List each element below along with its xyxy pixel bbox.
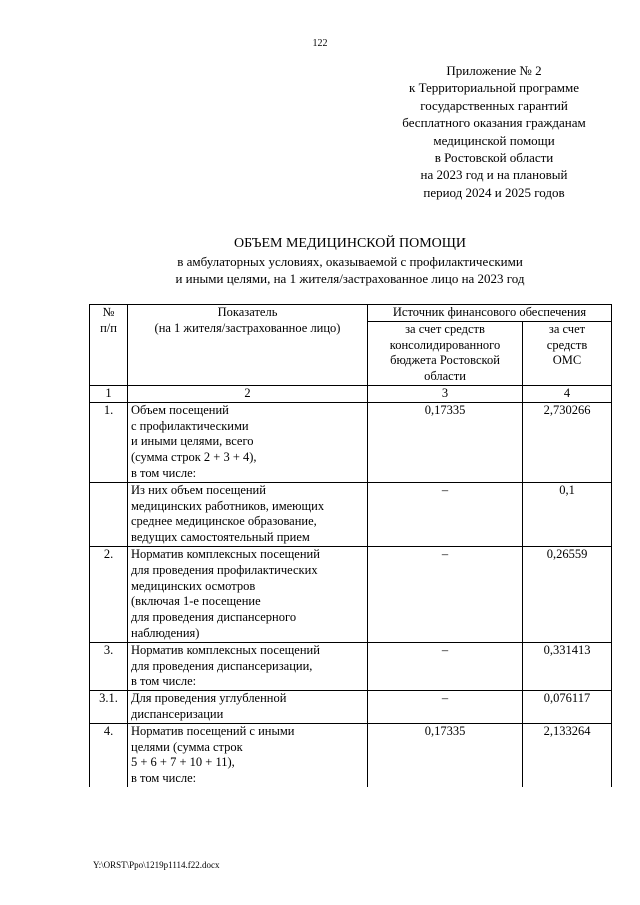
- header-number: № п/п: [90, 305, 128, 386]
- row-oms-value: 0,331413: [523, 642, 612, 690]
- header-row: [90, 305, 612, 322]
- footer-file-path: Y:\ORST\Ppo\1219p1114.f22.docx: [93, 860, 220, 870]
- row-number: 1.: [90, 402, 128, 482]
- appendix-line: бесплатного оказания гражданам: [402, 115, 586, 131]
- page-number: 122: [312, 38, 328, 49]
- column-number: 2: [128, 385, 368, 402]
- column-number: 3: [368, 385, 523, 402]
- row-indicator: Норматив посещений с иными целями (сумма строк 5 + 6 + 7 + 10 + 11), в том числе:: [128, 723, 368, 787]
- row-budget-value: –: [368, 642, 523, 690]
- table-row: [90, 402, 612, 482]
- appendix-line: Приложение № 2: [446, 63, 542, 78]
- appendix-line: в Ростовской области: [434, 150, 554, 166]
- appendix-line: к Территориальной программе: [409, 80, 579, 96]
- table-row: [90, 642, 612, 690]
- document-title: ОБЪЕМ МЕДИЦИНСКОЙ ПОМОЩИ: [233, 236, 467, 251]
- column-number: 1: [90, 385, 128, 402]
- appendix-line: медицинской помощи: [433, 132, 555, 148]
- row-number: 3.1.: [90, 691, 128, 724]
- row-indicator: Норматив комплексных посещений для проведения профилактических медицинских осмотров (включая 1-е посещение для проведения диспансерного наблюдения): [128, 546, 368, 642]
- table-row: [90, 546, 612, 642]
- header-indicator: Показатель (на 1 жителя/застрахованное лицо): [128, 305, 368, 386]
- subtitle-line: и иными целями, на 1 жителя/застрахованное лицо на 2023 год: [175, 271, 525, 286]
- row-oms-value: 2,730266: [523, 402, 612, 482]
- column-number-row: [90, 385, 612, 402]
- header-oms: за счет средств ОМС: [523, 321, 612, 385]
- appendix-line: период 2024 и 2025 годов: [423, 184, 565, 200]
- row-budget-value: –: [368, 691, 523, 724]
- table-row: [90, 723, 612, 787]
- row-budget-value: 0,17335: [368, 723, 523, 787]
- row-number: 2.: [90, 546, 128, 642]
- table-row: [90, 482, 612, 546]
- appendix-line: на 2023 год и на плановый: [420, 167, 568, 183]
- column-number: 4: [523, 385, 612, 402]
- row-oms-value: 0,076117: [523, 691, 612, 724]
- row-budget-value: –: [368, 546, 523, 642]
- row-number: 4.: [90, 723, 128, 787]
- row-number: 3.: [90, 642, 128, 690]
- row-number: [90, 482, 128, 546]
- header-budget: за счет средств консолидированного бюджета Ростовской области: [368, 321, 523, 385]
- row-indicator: Для проведения углубленной диспансеризации: [128, 691, 368, 724]
- row-oms-value: 0,1: [523, 482, 612, 546]
- row-oms-value: 0,26559: [523, 546, 612, 642]
- appendix-header: [380, 62, 608, 201]
- header-source-group: Источник финансового обеспечения: [368, 305, 612, 322]
- row-indicator: Норматив комплексных посещений для проведения диспансеризации, в том числе:: [128, 642, 368, 690]
- row-budget-value: –: [368, 482, 523, 546]
- subtitle-line: в амбулаторных условиях, оказываемой с профилактическими: [177, 254, 523, 269]
- row-budget-value: 0,17335: [368, 402, 523, 482]
- appendix-line: государственных гарантий: [420, 97, 568, 113]
- row-oms-value: 2,133264: [523, 723, 612, 787]
- document-subtitle: [0, 253, 640, 287]
- volume-table: [89, 304, 612, 787]
- row-indicator: Объем посещений с профилактическими и иными целями, всего (сумма строк 2 + 3 + 4), в том числе:: [128, 402, 368, 482]
- row-indicator: Из них объем посещений медицинских работников, имеющих среднее медицинское образование, ведущих самостоятельный прием: [128, 482, 368, 546]
- table-row: [90, 691, 612, 724]
